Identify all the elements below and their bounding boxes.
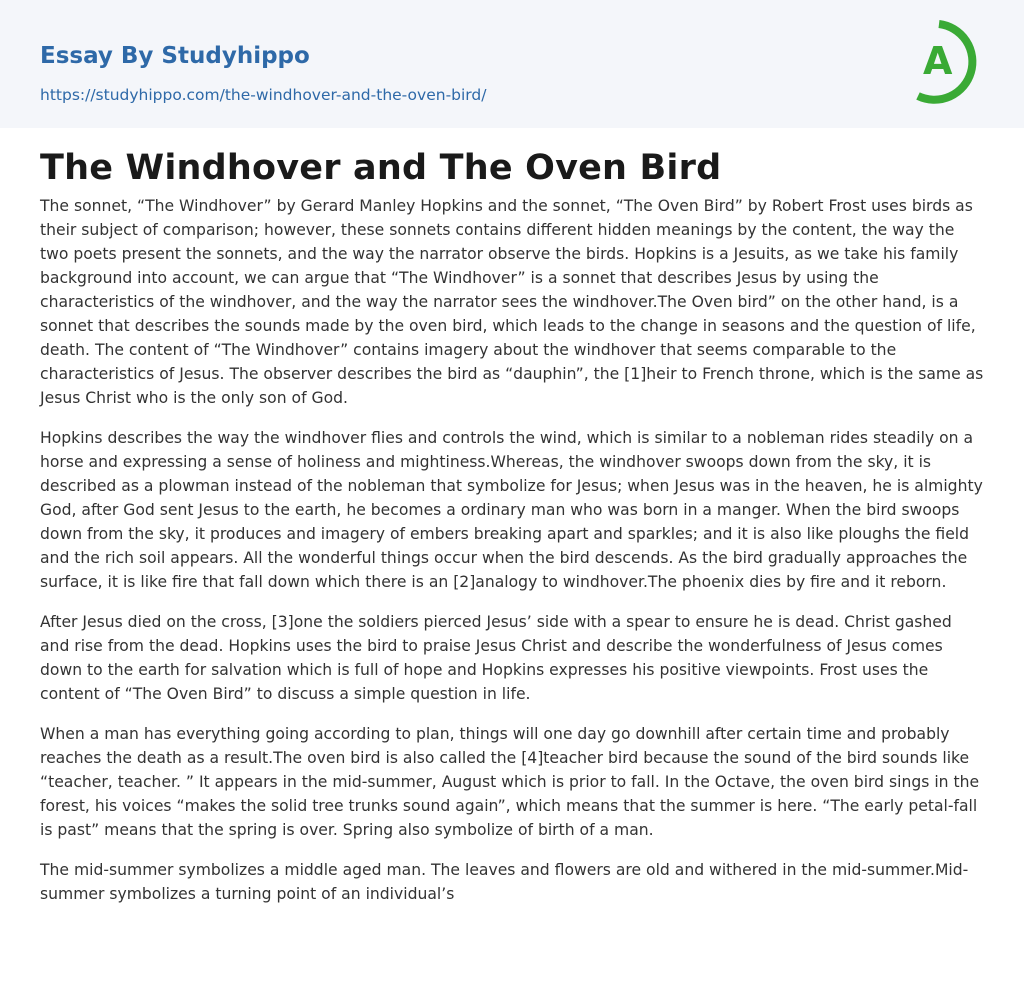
- essay-paragraph: The sonnet, “The Windhover” by Gerard Manley Hopkins and the sonnet, “The Oven Bird” by Robert Frost uses birds as their subject of comparison; however, these sonnets contains different hidden meanings by the content, the way the two poets present the sonnets, and the way the narrator observe the birds. Hopkins is a Jesuits, as we take his family background into account, we can argue that “The Windhover” is a sonnet that describes Jesus by using the characteristics of the windhover, and the way the narrator sees the windhover.The Oven bird” on the other hand, is a sonnet that describes the sounds made by the oven bird, which leads to the change in seasons and the question of life, death. The content of “The Windhover” contains imagery about the windhover that seems comparable to the characteristics of Jesus. The observer describes the bird as “dauphin”, the [1]heir to French throne, which is the same as Jesus Christ who is the only son of God.: [40, 197, 984, 407]
- essay-title: The Windhover and The Oven Bird: [40, 148, 722, 188]
- site-name[interactable]: Essay By Studyhippo: [40, 43, 310, 69]
- essay-paragraph: The mid-summer symbolizes a middle aged man. The leaves and flowers are old and withered in the mid-summer.Mid-summer symbolizes a turning point of an individual’s: [40, 861, 969, 903]
- essay-url-link[interactable]: https://studyhippo.com/the-windhover-and-the-oven-bird/: [40, 86, 487, 104]
- essay-paragraph: When a man has everything going according to plan, things will one day go downhill after certain time and probably reaches the death as a result.The oven bird is also called the [4]teacher bird because the sound of the bird sounds like “teacher, teacher. ” It appears in the mid-summer, August which is prior to fall. In the Octave, the oven bird sings in the forest, his voices “makes the solid tree trunks sound again”, which means that the summer is here. “The early petal-fall is past” means that the spring is over. Spring also symbolize of birth of a man.: [40, 725, 980, 839]
- essay-body: [40, 194, 985, 922]
- logo-letter: A: [923, 39, 953, 83]
- essay-paragraph: Hopkins describes the way the windhover flies and controls the wind, which is similar to a nobleman rides steadily on a horse and expressing a sense of holiness and mightiness.Whereas, the windhover swoops down from the sky, it is described as a plowman instead of the nobleman that symbolize for Jesus; when Jesus was in the heaven, he is almighty God, after God sent Jesus to the earth, he becomes a ordinary man who was born in a manger. When the bird swoops down from the sky, it produces and imagery of embers breaking apart and sparkles; and it is also like ploughs the field and the rich soil appears. All the wonderful things occur when the bird descends. As the bird gradually approaches the surface, it is like fire that fall down which there is an [2]analogy to windhover.The phoenix dies by fire and it reborn.: [40, 429, 983, 591]
- essay-paragraph: After Jesus died on the cross, [3]one the soldiers pierced Jesus’ side with a spear to ensure he is dead. Christ gashed and rise from the dead. Hopkins uses the bird to praise Jesus Christ and describe the wonderfulness of Jesus comes down to the earth for salvation which is full of hope and Hopkins expresses his positive viewpoints. Frost uses the content of “The Oven Bird” to discuss a simple question in life.: [40, 613, 952, 703]
- studyhippo-logo-icon[interactable]: [904, 18, 988, 106]
